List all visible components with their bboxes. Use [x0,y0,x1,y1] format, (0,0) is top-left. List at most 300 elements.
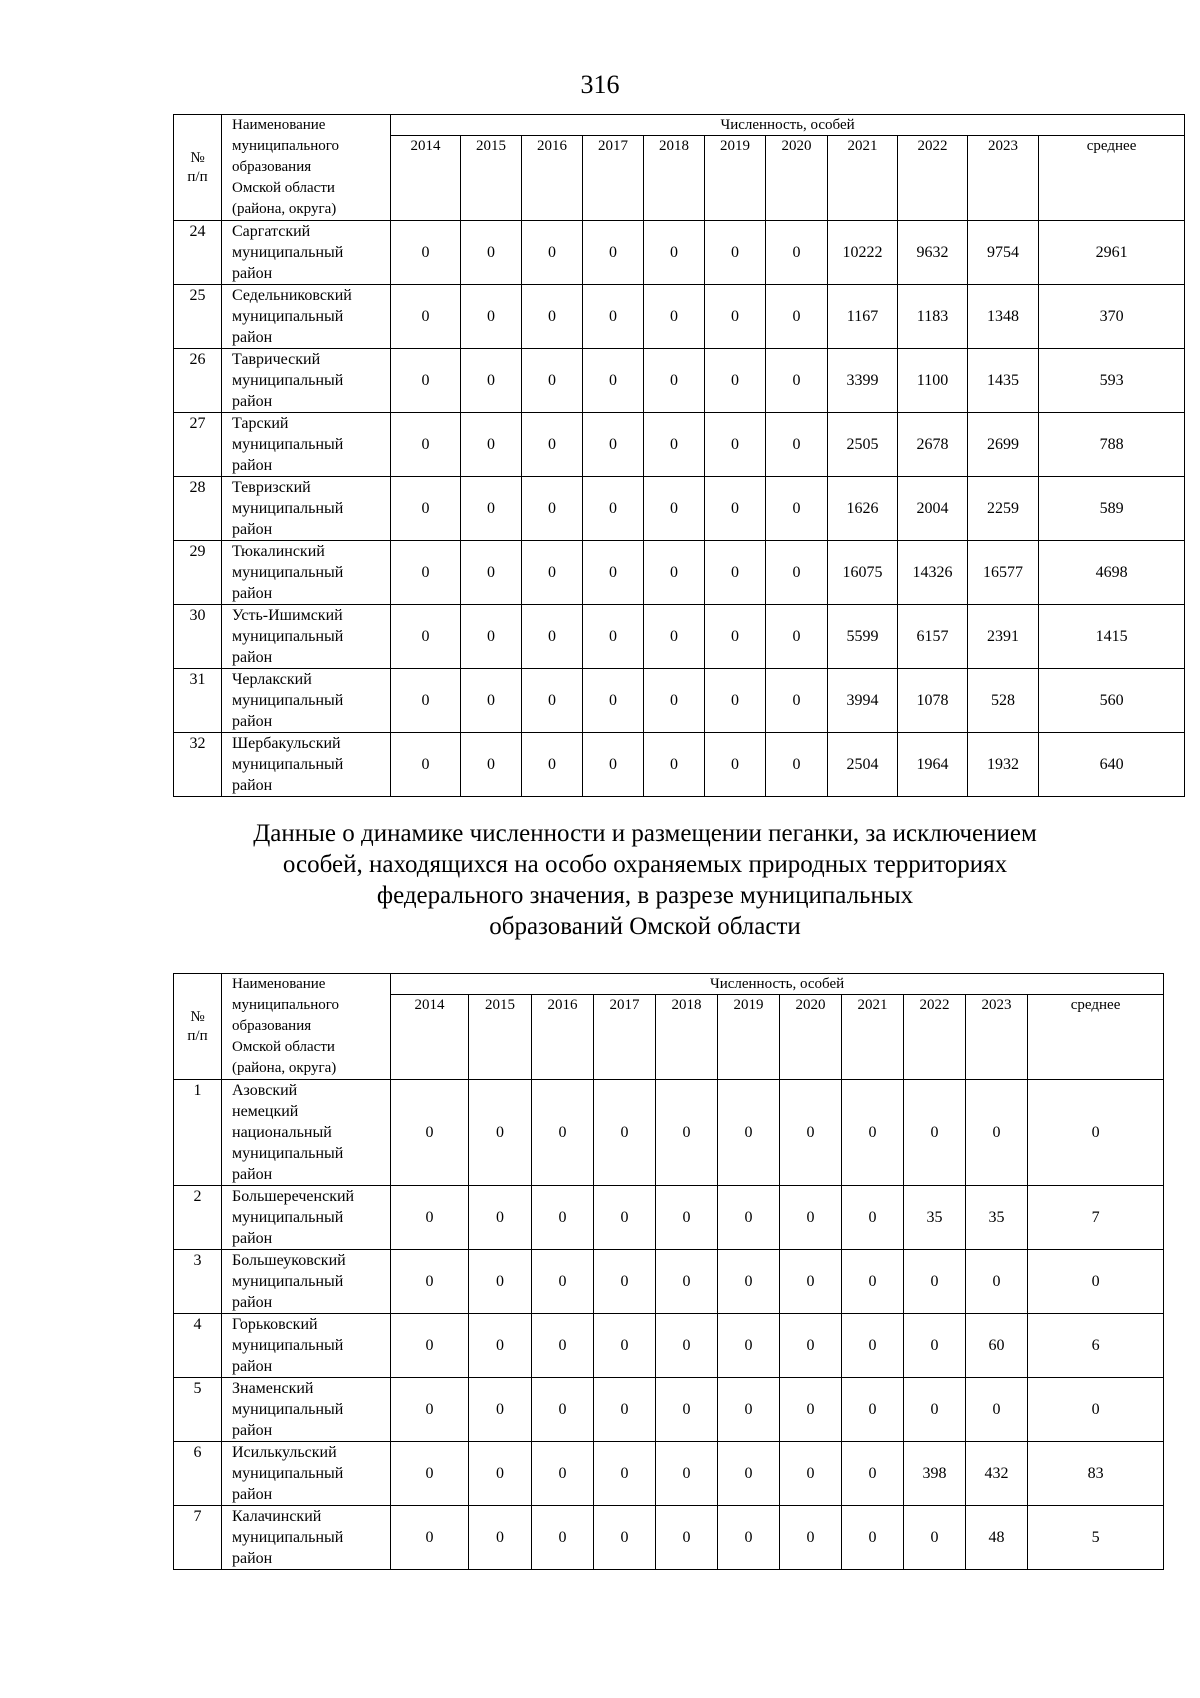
count-cell: 0 [718,1186,780,1250]
count-cell: 0 [461,413,522,477]
count-cell: 0 [904,1314,966,1378]
municipality-name-line: Знаменский [232,1380,314,1397]
municipality-name-line: муниципальный [232,628,344,645]
table-header [174,974,1164,1080]
municipality-name-line: район [232,1550,273,1567]
count-cell: 0 [583,221,644,285]
count-cell: 0 [583,349,644,413]
municipality-name-line: район [232,585,273,602]
row-number: 28 [174,477,222,541]
table-row [174,669,1185,733]
table-row [174,541,1185,605]
municipality-name-line: Черлакский [232,671,312,688]
row-number: 7 [174,1506,222,1570]
column-header-count: Численность, особей [391,115,1185,136]
count-cell: 0 [705,349,766,413]
count-cell: 0 [391,669,461,733]
count-cell: 0 [644,669,705,733]
header-text: образования [232,1018,312,1034]
count-cell: 0 [522,541,583,605]
count-cell: 0 [842,1250,904,1314]
count-cell: 0 [1028,1250,1164,1314]
count-cell: 1348 [968,285,1039,349]
municipality-name [222,669,391,733]
header-row [174,115,1185,136]
header-text: № [190,149,205,166]
header-text: Наименование [232,117,326,133]
municipality-name-line: муниципальный [232,244,344,261]
table-row [174,1506,1164,1570]
table-body [174,1080,1164,1570]
municipality-name [222,1080,391,1186]
municipality-name [222,605,391,669]
count-cell: 2961 [1039,221,1185,285]
count-cell: 0 [766,285,828,349]
municipality-name-line: муниципальный [232,1337,344,1354]
column-header-year: 2023 [968,136,1039,221]
municipality-name [222,1250,391,1314]
count-cell: 2004 [898,477,968,541]
municipality-name-line: Тевризский [232,479,311,496]
count-cell: 0 [469,1378,532,1442]
count-cell: 0 [391,1378,469,1442]
municipality-name-line: муниципальный [232,1145,344,1162]
count-cell: 0 [532,1250,594,1314]
count-cell: 0 [656,1186,718,1250]
count-cell: 0 [461,349,522,413]
municipality-name-line: Саргатский [232,223,311,240]
column-header-year: 2017 [583,136,644,221]
count-cell: 0 [532,1506,594,1570]
count-cell: 0 [1028,1080,1164,1186]
count-cell: 1415 [1039,605,1185,669]
table-row [174,1442,1164,1506]
municipality-name-line: муниципальный [232,1465,344,1482]
column-header-year: среднее [1039,136,1185,221]
count-cell: 0 [766,349,828,413]
column-header-year: 2018 [656,995,718,1080]
municipality-name-line: район [232,777,273,794]
count-cell: 0 [594,1186,656,1250]
count-cell: 0 [469,1506,532,1570]
municipality-name-line: Горьковский [232,1316,318,1333]
column-header-year: 2021 [842,995,904,1080]
municipality-name-line: муниципальный [232,692,344,709]
municipality-name [222,733,391,797]
count-cell: 0 [656,1314,718,1378]
count-cell: 0 [583,285,644,349]
municipality-name-line: район [232,1230,273,1247]
municipality-name-line: район [232,329,273,346]
count-cell: 0 [718,1250,780,1314]
count-cell: 0 [583,541,644,605]
count-cell: 0 [391,1314,469,1378]
municipality-name-line: район [232,265,273,282]
count-cell: 0 [522,349,583,413]
count-cell: 0 [966,1378,1028,1442]
count-cell: 1964 [898,733,968,797]
count-cell: 0 [522,285,583,349]
count-cell: 1435 [968,349,1039,413]
count-cell: 0 [705,605,766,669]
header-text: Омской области [232,180,335,196]
count-cell: 0 [583,605,644,669]
column-header-year: 2020 [780,995,842,1080]
count-cell: 0 [718,1080,780,1186]
count-cell: 0 [522,413,583,477]
caption-line: особей, находящихся на особо охраняемых природных территориях [282,851,1008,878]
row-number: 5 [174,1378,222,1442]
count-cell: 2505 [828,413,898,477]
count-cell: 0 [583,669,644,733]
column-header-year: 2016 [532,995,594,1080]
municipality-name-line: район [232,457,273,474]
count-cell: 0 [391,1506,469,1570]
header-text: № [190,1008,205,1025]
column-header-number [174,974,222,1080]
municipality-name [222,349,391,413]
count-cell: 560 [1039,669,1185,733]
count-cell: 0 [522,733,583,797]
count-cell: 0 [594,1442,656,1506]
municipality-name-line: муниципальный [232,1401,344,1418]
count-cell: 0 [391,285,461,349]
count-cell: 9632 [898,221,968,285]
count-cell: 1932 [968,733,1039,797]
count-cell: 0 [842,1506,904,1570]
count-cell: 2504 [828,733,898,797]
municipality-name-line: район [232,521,273,538]
header-text: п/п [187,168,208,185]
count-cell: 0 [461,541,522,605]
count-cell: 0 [594,1506,656,1570]
table-row [174,1080,1164,1186]
table-row [174,733,1185,797]
count-cell: 640 [1039,733,1185,797]
count-cell: 2678 [898,413,968,477]
count-cell: 0 [705,477,766,541]
municipality-name-line: Исилькульский [232,1444,337,1461]
count-cell: 10222 [828,221,898,285]
count-cell: 0 [718,1442,780,1506]
count-cell: 0 [461,669,522,733]
municipality-name-line: муниципальный [232,308,344,325]
table-row [174,285,1185,349]
count-cell: 0 [705,285,766,349]
municipality-name-line: Шербакульский [232,735,341,752]
table-row [174,477,1185,541]
count-cell: 0 [644,477,705,541]
count-cell: 0 [644,733,705,797]
count-cell: 0 [644,413,705,477]
count-cell: 0 [842,1080,904,1186]
count-cell: 0 [522,669,583,733]
header-text: Омской области [232,1039,335,1055]
count-cell: 0 [644,221,705,285]
header-text: образования [232,159,312,175]
count-cell: 0 [594,1378,656,1442]
municipality-name-line: Азовский [232,1082,298,1099]
caption-line: федерального значения, в разрезе муниципальных [376,882,914,909]
count-cell: 0 [461,733,522,797]
count-cell: 60 [966,1314,1028,1378]
count-cell: 0 [522,477,583,541]
count-cell: 0 [780,1186,842,1250]
count-cell: 0 [705,221,766,285]
count-cell: 16577 [968,541,1039,605]
column-header-year: 2014 [391,995,469,1080]
count-cell: 0 [594,1250,656,1314]
count-cell: 16075 [828,541,898,605]
count-cell: 0 [842,1442,904,1506]
municipality-name-line: Большереченский [232,1188,355,1205]
column-header-count: Численность, особей [391,974,1164,995]
count-cell: 1100 [898,349,968,413]
count-cell: 0 [904,1378,966,1442]
count-cell: 0 [532,1080,594,1186]
count-cell: 0 [718,1314,780,1378]
table-body [174,221,1185,797]
municipality-name-line: район [232,1486,273,1503]
count-cell: 35 [966,1186,1028,1250]
count-cell: 0 [532,1442,594,1506]
count-cell: 0 [780,1378,842,1442]
count-cell: 2699 [968,413,1039,477]
population-table-1 [173,114,1185,797]
municipality-name [222,477,391,541]
row-number: 2 [174,1186,222,1250]
header-row [174,974,1164,995]
municipality-name-line: муниципальный [232,1529,344,1546]
municipality-name [222,221,391,285]
municipality-name-line: район [232,1294,273,1311]
column-header-year: 2018 [644,136,705,221]
count-cell: 0 [469,1186,532,1250]
count-cell: 14326 [898,541,968,605]
count-cell: 0 [656,1506,718,1570]
count-cell: 0 [391,1186,469,1250]
count-cell: 0 [766,733,828,797]
municipality-name-line: муниципальный [232,1209,344,1226]
count-cell: 0 [469,1080,532,1186]
column-header-name [222,974,391,1080]
table-row [174,221,1185,285]
count-cell: 0 [766,221,828,285]
count-cell: 593 [1039,349,1185,413]
count-cell: 0 [461,285,522,349]
count-cell: 0 [469,1250,532,1314]
municipality-name [222,1314,391,1378]
municipality-name-line: район [232,393,273,410]
count-cell: 0 [644,349,705,413]
count-cell: 0 [766,413,828,477]
count-cell: 0 [656,1442,718,1506]
count-cell: 0 [469,1314,532,1378]
header-text: Наименование [232,976,326,992]
header-text: муниципального [232,997,340,1013]
column-header-year: 2015 [469,995,532,1080]
count-cell: 0 [391,605,461,669]
count-cell: 0 [391,1442,469,1506]
count-cell: 0 [656,1080,718,1186]
count-cell: 0 [966,1250,1028,1314]
count-cell: 0 [766,605,828,669]
row-number: 27 [174,413,222,477]
count-cell: 7 [1028,1186,1164,1250]
count-cell: 0 [842,1186,904,1250]
count-cell: 528 [968,669,1039,733]
table-row [174,349,1185,413]
count-cell: 1626 [828,477,898,541]
count-cell: 0 [391,221,461,285]
count-cell: 6157 [898,605,968,669]
count-cell: 6 [1028,1314,1164,1378]
count-cell: 0 [780,1506,842,1570]
count-cell: 0 [644,285,705,349]
column-header-year: 2019 [718,995,780,1080]
municipality-name-line: муниципальный [232,372,344,389]
count-cell: 0 [718,1378,780,1442]
table-row [174,1314,1164,1378]
count-cell: 0 [904,1506,966,1570]
count-cell: 0 [583,413,644,477]
count-cell: 0 [469,1442,532,1506]
count-cell: 0 [532,1314,594,1378]
count-cell: 0 [904,1250,966,1314]
count-cell: 0 [966,1080,1028,1186]
row-number: 1 [174,1080,222,1186]
row-number: 6 [174,1442,222,1506]
count-cell: 9754 [968,221,1039,285]
municipality-name [222,1442,391,1506]
count-cell: 5599 [828,605,898,669]
count-cell: 0 [1028,1378,1164,1442]
count-cell: 0 [391,1080,469,1186]
population-table-2 [173,973,1164,1570]
municipality-name [222,541,391,605]
municipality-name [222,1378,391,1442]
municipality-name-line: район [232,1358,273,1375]
count-cell: 0 [766,541,828,605]
row-number: 3 [174,1250,222,1314]
municipality-name-line: район [232,1166,273,1183]
count-cell: 35 [904,1186,966,1250]
count-cell: 0 [583,477,644,541]
municipality-name-line: район [232,1422,273,1439]
count-cell: 0 [780,1250,842,1314]
count-cell: 48 [966,1506,1028,1570]
count-cell: 2391 [968,605,1039,669]
count-cell: 0 [766,477,828,541]
column-header-year: 2015 [461,136,522,221]
municipality-name-line: муниципальный [232,436,344,453]
count-cell: 0 [461,221,522,285]
column-header-year: 2014 [391,136,461,221]
municipality-name-line: Калачинский [232,1508,322,1525]
municipality-name-line: Большеуковский [232,1252,346,1269]
municipality-name-line: район [232,649,273,666]
municipality-name-line: немецкий [232,1103,299,1120]
column-header-year: 2020 [766,136,828,221]
row-number: 4 [174,1314,222,1378]
count-cell: 0 [391,541,461,605]
count-cell: 0 [705,733,766,797]
count-cell: 0 [705,413,766,477]
municipality-name-line: муниципальный [232,756,344,773]
count-cell: 1167 [828,285,898,349]
count-cell: 1078 [898,669,968,733]
count-cell: 0 [594,1080,656,1186]
count-cell: 3994 [828,669,898,733]
count-cell: 0 [532,1186,594,1250]
count-cell: 0 [780,1314,842,1378]
count-cell: 398 [904,1442,966,1506]
municipality-name-line: район [232,713,273,730]
count-cell: 3399 [828,349,898,413]
count-cell: 432 [966,1442,1028,1506]
count-cell: 0 [705,541,766,605]
count-cell: 0 [391,733,461,797]
column-header-year: 2016 [522,136,583,221]
municipality-name-line: Седельниковский [232,287,352,304]
column-header-year: 2019 [705,136,766,221]
count-cell: 0 [461,605,522,669]
row-number: 24 [174,221,222,285]
count-cell: 0 [522,221,583,285]
municipality-name [222,1506,391,1570]
municipality-name-line: Усть-Ишимский [232,607,343,624]
row-number: 32 [174,733,222,797]
row-number: 29 [174,541,222,605]
count-cell: 0 [644,541,705,605]
count-cell: 370 [1039,285,1185,349]
header-text: (района, округа) [232,201,337,217]
count-cell: 83 [1028,1442,1164,1506]
table-row [174,1378,1164,1442]
column-header-year: 2017 [594,995,656,1080]
municipality-name-line: муниципальный [232,1273,344,1290]
count-cell: 0 [904,1080,966,1186]
column-header-year: 2022 [898,136,968,221]
table-row [174,1186,1164,1250]
caption-line: Данные о динамике численности и размещении пеганки, за исключением [253,820,1037,847]
count-cell: 5 [1028,1506,1164,1570]
count-cell: 589 [1039,477,1185,541]
count-cell: 0 [532,1378,594,1442]
header-text: муниципального [232,138,340,154]
count-cell: 0 [842,1378,904,1442]
count-cell: 0 [842,1314,904,1378]
count-cell: 0 [391,477,461,541]
column-header-name [222,115,391,221]
municipality-name [222,285,391,349]
count-cell: 0 [644,605,705,669]
municipality-name-line: муниципальный [232,564,344,581]
count-cell: 788 [1039,413,1185,477]
municipality-name [222,1186,391,1250]
count-cell: 0 [718,1506,780,1570]
row-number: 30 [174,605,222,669]
count-cell: 0 [766,669,828,733]
caption-line: образований Омской области [489,913,801,940]
count-cell: 0 [391,1250,469,1314]
count-cell: 0 [522,605,583,669]
column-header-number [174,115,222,221]
table-row [174,1250,1164,1314]
count-cell: 0 [780,1080,842,1186]
count-cell: 0 [594,1314,656,1378]
municipality-name-line: национальный [232,1124,332,1141]
